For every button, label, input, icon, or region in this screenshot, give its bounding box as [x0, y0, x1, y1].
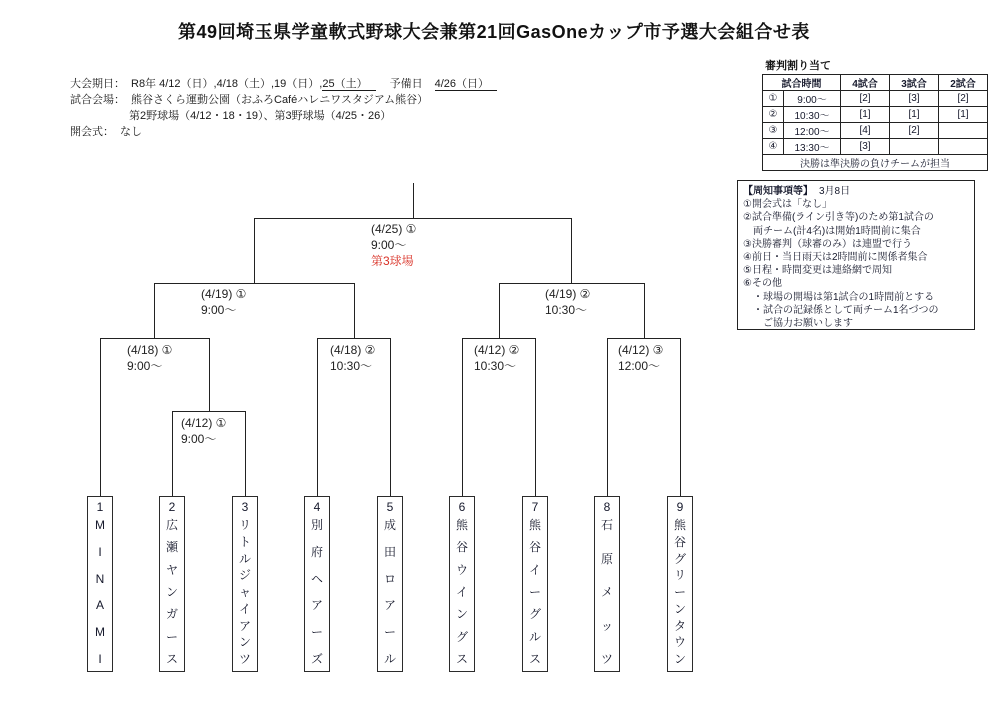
team-box-1	[87, 496, 113, 672]
row-3games	[890, 139, 939, 155]
team-name-char: ズ	[310, 651, 323, 666]
team-name-char: 広	[165, 518, 178, 532]
team-name-char: ッ	[600, 618, 613, 633]
bracket-line-qf3-winner	[499, 283, 500, 338]
bracket-line-sf1	[154, 283, 354, 284]
referee-row	[763, 139, 988, 155]
row-2games	[939, 139, 988, 155]
team-name-char: ル	[528, 629, 541, 644]
match-time: 10:30～	[474, 359, 517, 373]
team-name	[595, 519, 619, 666]
match-date: (4/12) ①	[181, 416, 227, 430]
team-name-char: ン	[238, 635, 251, 650]
notes-date: 3月8日	[819, 186, 851, 197]
team-name-char: ツ	[600, 652, 613, 666]
reserve-day-label: 予備日	[389, 78, 423, 90]
match-venue: 第3球場	[371, 254, 414, 268]
team-name-char: ガ	[165, 607, 178, 622]
team-name-char: 熊	[455, 518, 468, 532]
match-label-r1	[181, 415, 226, 447]
referee-row	[763, 107, 988, 123]
team-name-char: M	[95, 625, 105, 640]
team-box-3	[232, 496, 258, 672]
referee-table	[762, 74, 988, 171]
note-line: ①開会式は「なし」	[743, 199, 832, 211]
row-3games: [2]	[890, 123, 939, 139]
match-date: (4/12) ③	[618, 343, 664, 357]
note-line: ⑥その他	[743, 278, 782, 290]
bracket-line-sf2	[499, 283, 644, 284]
team-seed: 5	[386, 500, 394, 514]
bracket-line-sf1-winner	[254, 218, 255, 283]
team-name-char: 別	[310, 518, 323, 532]
team-seed: 8	[603, 500, 611, 514]
team-box-8	[594, 496, 620, 672]
team-name-char: ン	[673, 652, 686, 666]
team-name-char: ー	[310, 625, 323, 640]
note-line: ⑤日程・時間変更は連絡網で周知	[743, 265, 892, 277]
match-date: (4/18) ①	[127, 343, 173, 357]
match-time: 9:00～	[127, 359, 163, 373]
row-no: ③	[763, 123, 784, 139]
team2-stub	[172, 411, 173, 496]
event-info	[70, 76, 497, 140]
team-name-char: M	[95, 518, 105, 532]
team-name-char: グ	[673, 551, 686, 566]
match-date: (4/19) ②	[545, 287, 591, 301]
team-name-char: ー	[673, 585, 686, 599]
match-time: 12:00～	[618, 359, 661, 373]
team-name-char: ア	[238, 618, 251, 633]
row-no: ①	[763, 91, 784, 107]
team-name-char: イ	[455, 584, 468, 599]
event-date-row	[70, 76, 497, 92]
bracket-line-qf4	[607, 338, 680, 339]
team-box-4	[304, 496, 330, 672]
team-name-char: ト	[238, 534, 251, 549]
header-2games: 2試合	[939, 75, 988, 91]
team-name-char: ウ	[673, 635, 686, 650]
row-time: 10:30～	[784, 107, 841, 123]
match-time: 10:30～	[330, 359, 373, 373]
note-line: ・球場の開場は第1試合の1時間前とする	[743, 291, 935, 303]
event-date-label: 大会期日：	[70, 78, 125, 90]
bracket-line-r1-winner	[209, 338, 210, 411]
match-label-qf1	[127, 342, 172, 374]
row-no: ④	[763, 139, 784, 155]
row-3games: [1]	[890, 107, 939, 123]
row-2games	[939, 123, 988, 139]
event-dates: R8年 4/12（日）,4/18（土）,19（日）,	[131, 78, 323, 90]
notes-box	[737, 180, 975, 330]
team-name	[88, 519, 112, 666]
team-name-char: ス	[455, 651, 468, 666]
team-name-char: ー	[528, 584, 541, 599]
team-name-char: A	[95, 598, 104, 613]
team-seed: 3	[241, 500, 249, 514]
team1-stub	[100, 338, 101, 496]
venue-row	[70, 92, 497, 108]
team-name	[523, 519, 547, 666]
referee-table-title: 審判割り当て	[765, 60, 831, 72]
team-seed: 7	[531, 500, 539, 514]
note-line: ・試合の記録係として両チーム1名づつの	[743, 304, 939, 316]
team-name-char: ン	[165, 584, 178, 599]
team-name-char: リ	[238, 518, 251, 532]
notes-title-row	[743, 185, 969, 198]
team-name-char: グ	[528, 607, 541, 622]
match-date: (4/18) ②	[330, 343, 376, 357]
team-name-char: ー	[383, 625, 396, 640]
team-name-char: N	[95, 571, 105, 586]
match-label-sf2	[545, 286, 590, 318]
referee-row	[763, 123, 988, 139]
notes-lines	[743, 198, 969, 330]
team-name-char: 原	[600, 551, 613, 566]
match-time: 9:00～	[181, 432, 217, 446]
row-time: 13:30～	[784, 139, 841, 155]
team-name-char: ン	[455, 607, 468, 622]
row-4games: [1]	[841, 107, 890, 123]
team3-stub	[245, 411, 246, 496]
team-box-5	[377, 496, 403, 672]
reserve-day-date: 4/26（日）	[435, 78, 497, 91]
team-name-char: 瀬	[165, 540, 178, 555]
note-line: ④前日・当日雨天は2時間前に関係者集合	[743, 252, 928, 264]
match-label-qf3	[474, 342, 519, 374]
team-name-char: ア	[383, 598, 396, 613]
row-time: 12:00～	[784, 123, 841, 139]
team-name-char: ロ	[383, 571, 396, 586]
team-name-char: イ	[528, 562, 541, 577]
match-date: (4/19) ①	[201, 287, 247, 301]
team-name-char: 熊	[528, 518, 541, 532]
team-name-char: ウ	[455, 562, 468, 577]
team6-stub	[462, 338, 463, 496]
bracket-line-sf2-winner	[571, 218, 572, 283]
row-no: ②	[763, 107, 784, 123]
team-name-char: グ	[455, 629, 468, 644]
team5-stub	[390, 338, 391, 496]
team-seed: 2	[168, 500, 176, 514]
match-time: 9:00～	[201, 303, 237, 317]
row-2games: [2]	[939, 91, 988, 107]
team-name-char: 谷	[673, 534, 686, 549]
team-name-char: イ	[238, 601, 251, 616]
team7-stub	[535, 338, 536, 496]
header-4games: 4試合	[841, 75, 890, 91]
bracket-line-qf2-winner	[354, 283, 355, 338]
team-name-char: ン	[673, 601, 686, 616]
team-name-char: ア	[310, 598, 323, 613]
team4-stub	[317, 338, 318, 496]
header-3games: 3試合	[890, 75, 939, 91]
ceremony-label: 開会式：	[70, 126, 114, 138]
team-box-9	[667, 496, 693, 672]
team-name-char: 谷	[455, 540, 468, 555]
row-3games: [3]	[890, 91, 939, 107]
row-2games: [1]	[939, 107, 988, 123]
bracket-line-r1	[172, 411, 245, 412]
row-4games: [2]	[841, 91, 890, 107]
referee-row	[763, 91, 988, 107]
team-name-char: リ	[673, 568, 686, 583]
team-name-char: ャ	[238, 585, 251, 599]
bracket-line-champion	[413, 183, 414, 219]
team-name	[160, 519, 184, 666]
venue-label: 試合会場：	[70, 94, 125, 106]
row-time: 9:00～	[784, 91, 841, 107]
team-name-char: タ	[673, 618, 686, 633]
team-name-char: ジ	[238, 568, 251, 583]
team9-stub	[680, 338, 681, 496]
venue-line1: 熊谷さくら運動公園（おふろCaféハレニワスタジアム熊谷）	[131, 94, 429, 106]
team-seed: 6	[458, 500, 466, 514]
team-name-char: 府	[310, 544, 323, 559]
venue-line2: 第2野球場（4/12・18・19）、第3野球場（4/25・26）	[129, 110, 392, 122]
match-date: (4/12) ②	[474, 343, 520, 357]
row-4games: [4]	[841, 123, 890, 139]
team-name-char: 成	[383, 518, 396, 532]
team-name	[233, 519, 257, 666]
team-name-char: ス	[165, 651, 178, 666]
team-name-char: ル	[383, 651, 396, 666]
bracket-line-qf4-winner	[644, 283, 645, 338]
team-name-char: 石	[600, 518, 613, 532]
team-name-char: ヘ	[310, 571, 323, 586]
header-game-time: 試合時間	[763, 75, 841, 91]
note-line: ②試合準備(ライン引き等)のため第1試合の	[743, 212, 934, 224]
match-date: (4/25) ①	[371, 222, 417, 236]
team8-stub	[607, 338, 608, 496]
row-4games: [3]	[841, 139, 890, 155]
team-seed: 4	[313, 500, 321, 514]
bracket-line-qf3	[462, 338, 535, 339]
team-name	[450, 519, 474, 666]
team-name-char: 谷	[528, 540, 541, 555]
team-name-char: ヤ	[165, 562, 178, 577]
team-name-char: メ	[600, 585, 613, 599]
venue-row2	[70, 108, 497, 124]
team-name	[668, 519, 692, 666]
team-seed: 1	[96, 500, 104, 514]
team-name	[305, 519, 329, 666]
team-name-char: 田	[383, 544, 396, 559]
team-name-char: ス	[528, 651, 541, 666]
match-time: 10:30～	[545, 303, 588, 317]
team-box-2	[159, 496, 185, 672]
team-name-char: ツ	[238, 652, 251, 666]
bracket-line-qf1	[100, 338, 209, 339]
match-label-qf2	[330, 342, 375, 374]
team-name-char: I	[98, 544, 102, 559]
team-name	[378, 519, 402, 666]
match-label-qf4	[618, 342, 663, 374]
match-label-sf1	[201, 286, 246, 318]
ceremony-value: なし	[120, 126, 142, 138]
bracket-line-qf2	[317, 338, 390, 339]
match-label-final	[371, 221, 416, 269]
team-seed: 9	[676, 500, 684, 514]
ceremony-row	[70, 124, 497, 140]
referee-header-row	[763, 75, 988, 91]
team-box-7	[522, 496, 548, 672]
team-name-char: ル	[238, 551, 251, 566]
team-name-char: I	[98, 651, 102, 666]
note-line: ③決勝審判（球審のみ）は連盟で行う	[743, 238, 912, 250]
team-name-char: ー	[165, 629, 178, 644]
team-name-char: 熊	[673, 518, 686, 532]
page-title: 第49回埼玉県学童軟式野球大会兼第21回GasOneカップ市予選大会組合せ表	[178, 22, 810, 42]
notes-title: 【周知事項等】	[743, 186, 813, 197]
bracket-line-qf1-winner	[154, 283, 155, 338]
team-box-6	[449, 496, 475, 672]
note-line: ご協力お願いします	[743, 318, 853, 330]
event-date-underlined: 25（土）	[322, 78, 375, 91]
match-time: 9:00～	[371, 238, 407, 252]
note-line: 両チーム(計4名)は開始1時間前に集合	[743, 225, 921, 237]
referee-footer-row	[763, 155, 988, 171]
referee-footer-note: 決勝は準決勝の負けチームが担当	[763, 155, 988, 171]
